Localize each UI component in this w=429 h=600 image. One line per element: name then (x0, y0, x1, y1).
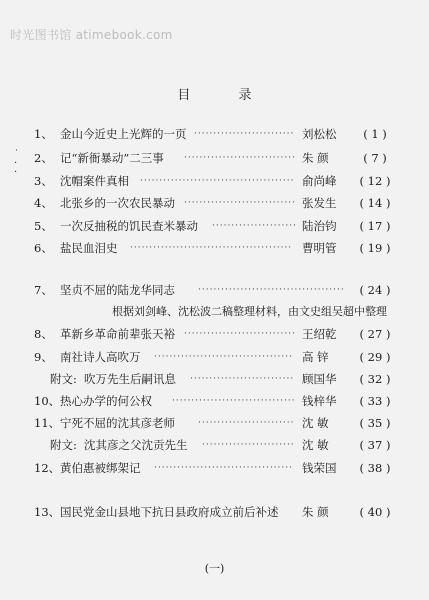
side-mark: ˙ · · (14, 149, 19, 178)
page-number: (一) (204, 562, 225, 575)
toc-entry: 2、 记“新衙暴动”二三事 ····························· 朱 颜 ( 7 ) (34, 151, 387, 165)
toc-entry-note (34, 305, 394, 319)
toc-entry: 1、 金山今近史上光辉的一页 ·························· 刘松松 ( 1 ) (34, 127, 387, 141)
toc-entry: 7、 坚贞不屈的陆龙华同志 ······································ ( 24 ) (34, 283, 391, 297)
entry-note: 根据刘剑峰、沈松波二稿整理材料，由文史组吴超中整理 (112, 305, 387, 318)
page-title: 目 录 (177, 88, 274, 103)
toc-entry-appendix: 附文: 吹万先生后嗣讯息 ··························· 顾国华 ( 32 ) (50, 372, 391, 386)
toc-entry: 4、 北张乡的一次农民暴动 ····························· 张发生 ( 14 ) (34, 196, 391, 210)
toc-entry: 8、 革新乡革命前辈张天裕 ····························· 王绍乾 ( 27 ) (34, 327, 391, 341)
toc-entry: 11、 宁死不屈的沈其彦老师 ························· 沈 敏 ( 35 ) (34, 416, 391, 430)
watermark: 时光图书馆 atimebook.com (10, 28, 173, 42)
toc-entry: 3、 沈帽案件真相 ········································ 俞尚峰 ( 12 ) (34, 174, 391, 188)
toc-entry: 6、 盐民血泪史 ·········································· 曹明管 ( 19 ) (34, 241, 391, 255)
toc-entry: 13、 国民党金山县地下抗日县政府成立前后补述 朱 颜 ( 40 ) (34, 505, 391, 519)
toc-entry: 12、 黄伯惠被绑架记 ···································· 钱荣国 ( 38 ) (34, 461, 391, 475)
toc-entry: 5、 一次反抽税的饥民查米暴动 ······················ 陆治钧 ( 17 ) (34, 219, 391, 233)
toc-entry: 9、 南社诗人高吹万 ···································· 高 锌 ( 29 ) (34, 350, 391, 364)
toc-entry: 10、 热心办学的何公权 ································ 钱梓华 ( 33 ) (34, 394, 391, 408)
toc-entry-appendix: 附文: 沈其彦之父沈贡先生 ························ 沈 敏 ( 37 ) (50, 438, 391, 452)
